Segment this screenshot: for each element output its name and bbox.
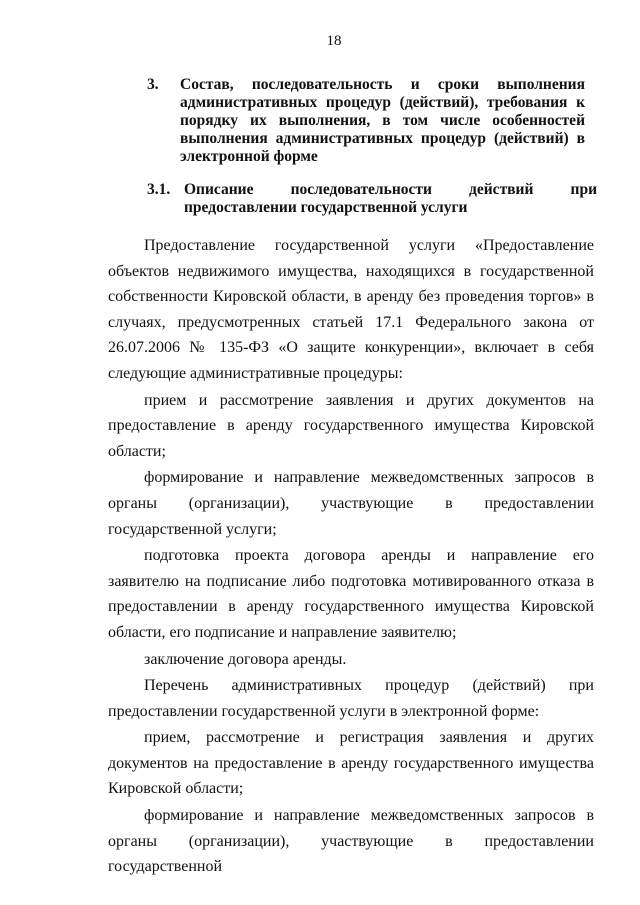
section-3-number: 3. xyxy=(147,76,159,93)
paragraph-electronic-2: формирование и направление межведомственных запросов в органы (организации), участвующие в предоставлении государственной xyxy=(108,807,594,876)
section-3-1-title: Описание последовательности действий при предоставлении государственной услуги xyxy=(184,181,597,216)
paragraph-electronic-1: прием, рассмотрение и регистрация заявления и других документов на предоставление в аренду государственного имущества Кировской области; xyxy=(108,729,594,798)
paragraph-intro: Предоставление государственной услуги «Предоставление объектов недвижимого имущества, находящихся в государственной собственности Кировской области, в аренду без проведения торгов» в случаях, предусмотренных статьей 17.1 Федерального закона от 26.07.2006 № 135-ФЗ «О защите конкуренции», включает в себя следующие административные процедуры: xyxy=(108,237,594,382)
paragraph-electronic-list: Перечень административных процедур (действий) при предоставлении государственной услуги в электронной форме: xyxy=(108,677,594,720)
page-number: 18 xyxy=(326,33,342,49)
section-3-1-number: 3.1. xyxy=(147,181,171,198)
body-text xyxy=(108,233,594,880)
paragraph-procedure-4: заключение договора аренды. xyxy=(144,650,347,668)
section-3-title: Состав, последовательность и сроки выполнения административных процедур (действий), требования к порядку их выполнения, в том числе особенностей выполнения административных процедур (действий) в электронной форме xyxy=(180,76,585,165)
paragraph-procedure-1: прием и рассмотрение заявления и других документов на предоставление в аренду государственного имущества Кировской области; xyxy=(108,391,594,460)
paragraph-procedure-3: подготовка проекта договора аренды и направление его заявителю на подписание либо подготовка мотивированного отказа в предоставлении в аренду государственного имущества Кировской области, его подписание и направление заявителю; xyxy=(108,547,594,641)
paragraph-procedure-2: формирование и направление межведомственных запросов в органы (организации), участвующие в предоставлении государственной услуги; xyxy=(108,469,594,538)
